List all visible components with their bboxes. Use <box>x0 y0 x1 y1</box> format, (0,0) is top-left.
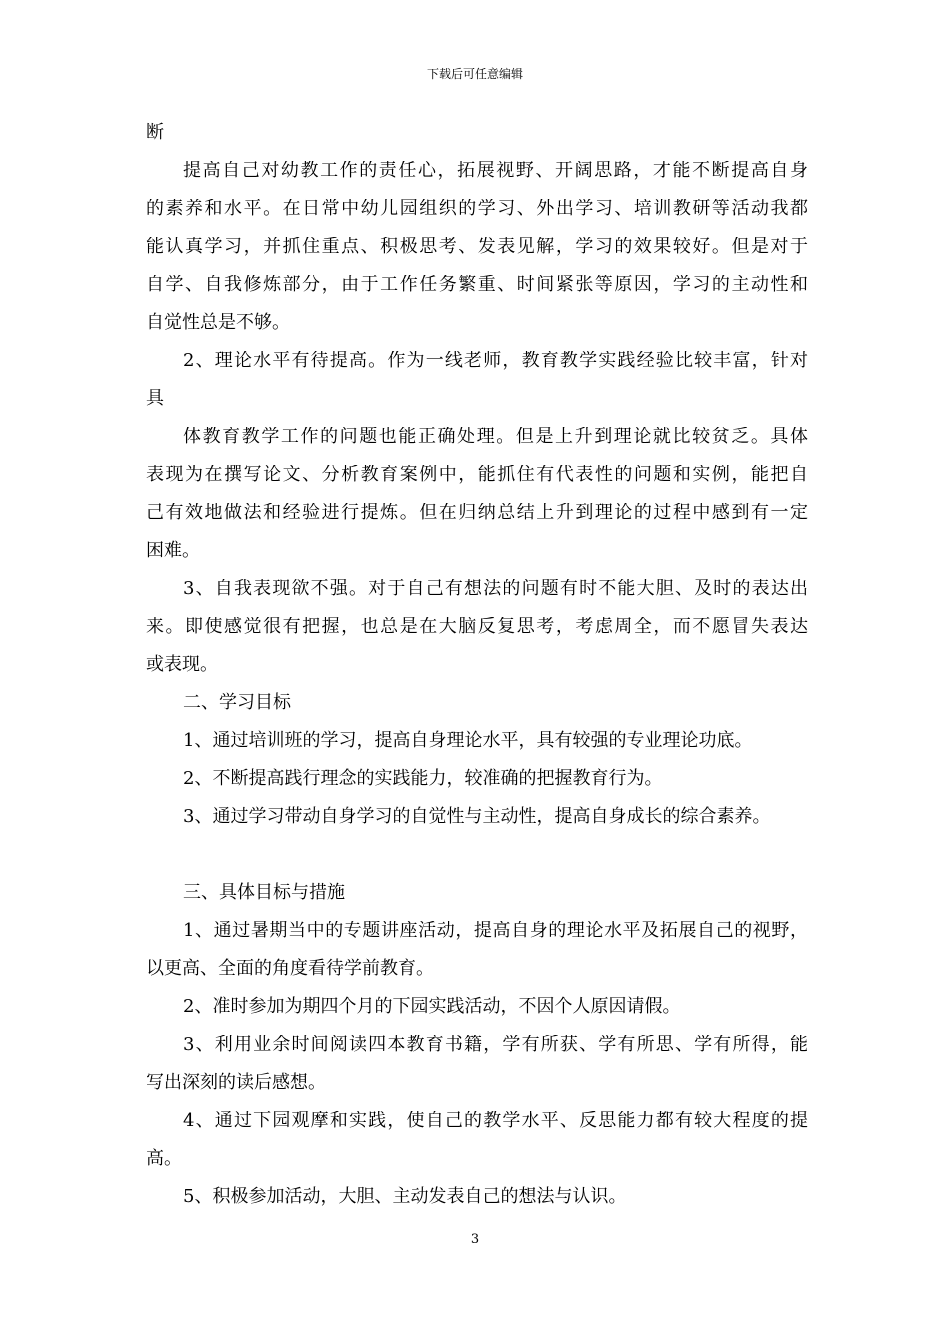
text-line: 3、通过学习带动自身学习的自觉性与主动性，提高自身成长的综合素养。 <box>183 806 771 827</box>
text-line: 以更高、全面的角度看待学前教育。 <box>146 958 434 979</box>
text-line: 3、利用业余时间阅读四本教育书籍，学有所获、学有所思、学有所得，能 <box>183 1035 808 1055</box>
text-line: 5、积极参加活动，大胆、主动发表自己的想法与认识。 <box>183 1186 627 1207</box>
text-line: 1、通过暑期当中的专题讲座活动，提高自身的理论水平及拓展自己的视野， <box>183 921 808 941</box>
page-number: 3 <box>470 1232 480 1247</box>
text-line: 或表现。 <box>146 654 218 675</box>
text-line: 己有效地做法和经验进行提炼。但在归纳总结上升到理论的过程中感到有一定 <box>146 503 808 523</box>
text-line: 3、自我表现欲不强。对于自己有想法的问题有时不能大胆、及时的表达出 <box>183 579 808 599</box>
text-line: 困难。 <box>146 540 200 561</box>
text-line: 断 <box>146 122 164 143</box>
text-line: 2、不断提高践行理念的实践能力，较准确的把握教育行为。 <box>183 768 663 789</box>
text-line: 表现为在撰写论文、分析教育案例中，能抓住有代表性的问题和实例，能把自 <box>146 465 808 485</box>
text-line: 体教育教学工作的问题也能正确处理。但是上升到理论就比较贫乏。具体 <box>183 427 808 447</box>
text-line: 具 <box>146 388 164 409</box>
text-line: 2、准时参加为期四个月的下园实践活动，不因个人原因请假。 <box>183 996 681 1017</box>
text-line: 能认真学习，并抓住重点、积极思考、发表见解，学习的效果较好。但是对于 <box>146 237 808 257</box>
blank-line <box>146 845 808 883</box>
section-heading: 二、学习目标 <box>183 692 291 713</box>
text-line: 的素养和水平。在日常中幼儿园组织的学习、外出学习、培训教研等活动我都 <box>146 199 808 219</box>
text-line: 自觉性总是不够。 <box>146 312 290 333</box>
text-line: 来。即使感觉很有把握，也总是在大脑反复思考，考虑周全，而不愿冒失表达 <box>146 617 808 637</box>
text-line: 4、通过下园观摩和实践，使自己的教学水平、反思能力都有较大程度的提 <box>183 1111 808 1131</box>
text-line: 写出深刻的读后感想。 <box>146 1072 326 1093</box>
section-heading: 三、具体目标与措施 <box>183 882 345 903</box>
document-body <box>146 123 808 1225</box>
text-line: 提高自己对幼教工作的责任心，拓展视野、开阔思路，才能不断提高自身 <box>183 161 808 181</box>
text-line: 高。 <box>146 1148 182 1169</box>
text-line: 1、通过培训班的学习，提高自身理论水平，具有较强的专业理论功底。 <box>183 730 753 751</box>
page-header: 下载后可任意编辑 <box>426 67 523 81</box>
text-line: 自学、自我修炼部分，由于工作任务繁重、时间紧张等原因，学习的主动性和 <box>146 275 808 295</box>
text-line: 2、理论水平有待提高。作为一线老师，教育教学实践经验比较丰富，针对 <box>183 351 808 371</box>
